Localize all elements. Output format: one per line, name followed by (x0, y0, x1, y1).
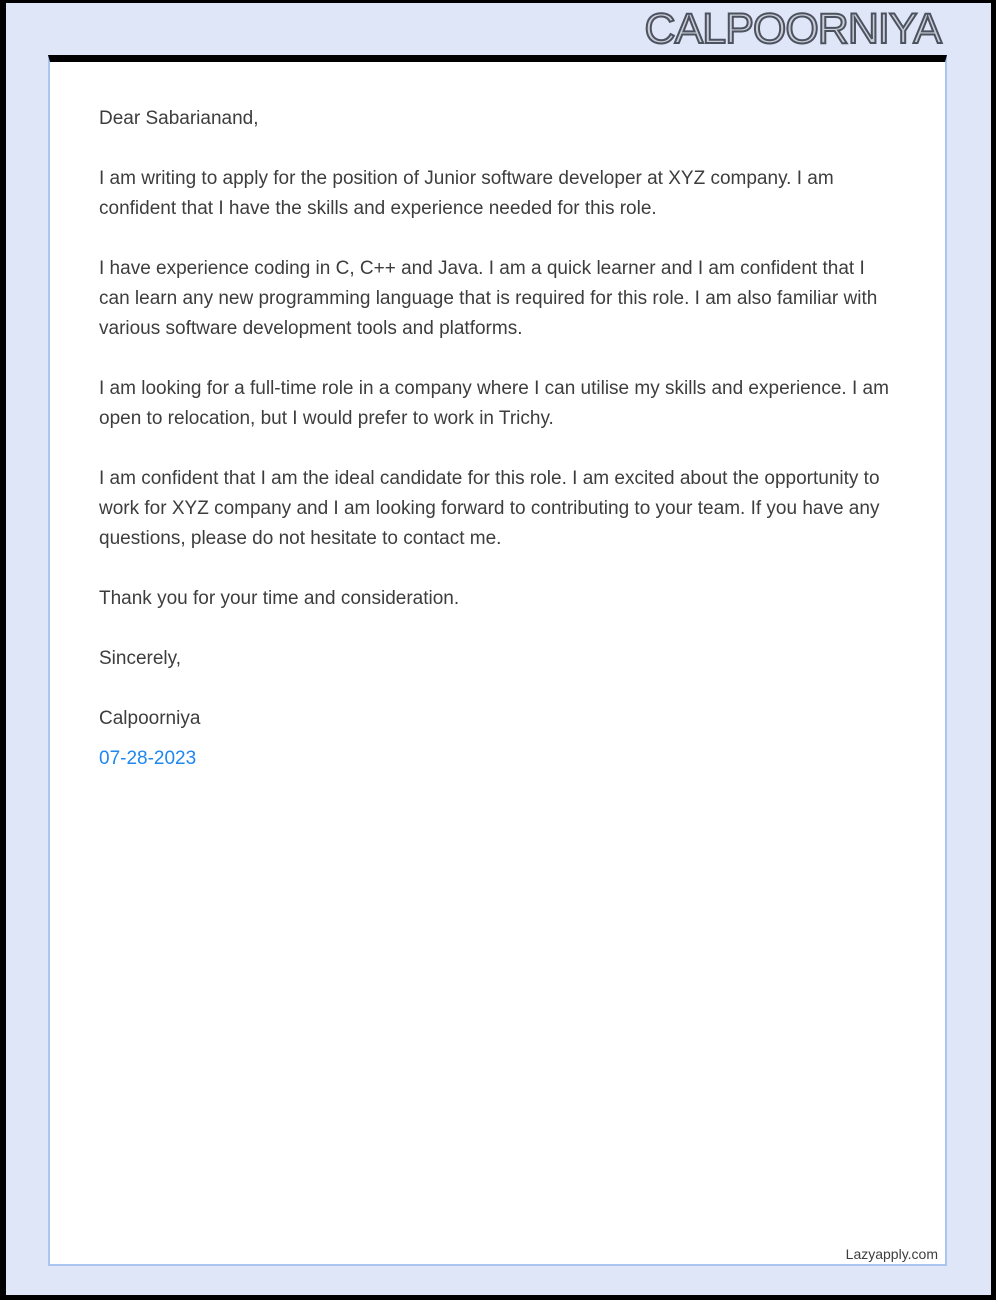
letter-paragraph: Thank you for your time and consideration. (99, 588, 460, 609)
letter-date-link[interactable]: 07-28-2023 (99, 748, 197, 769)
letter-date-row (99, 744, 899, 774)
letter-body (50, 62, 945, 774)
letter-paragraph: I am writing to apply for the position of Junior software developer at XYZ company. I am confident that I have the skills and experience needed for this role. (99, 168, 834, 219)
letter-closing: Sincerely, (99, 648, 182, 669)
letter-paragraph: I have experience coding in C, C++ and Java. I am a quick learner and I am confident that I can learn any new programming language that is required for this role. I am also familiar with various software development tools and platforms. (99, 258, 878, 339)
letter-paragraph: I am looking for a full-time role in a company where I can utilise my skills and experience. I am open to relocation, but I would prefer to work in Trichy. (99, 378, 889, 429)
letter-paragraph: I am confident that I am the ideal candidate for this role. I am excited about the opportunity to work for XYZ company and I am looking forward to contributing to your team. If you have any questions, please do not hesitate to contact me. (99, 468, 880, 549)
letter-greeting: Dear Sabarianand, (99, 108, 259, 129)
lazyapply-watermark: Lazyapply.com (845, 1246, 938, 1262)
letter-signature: Calpoorniya (99, 708, 201, 729)
page-background (6, 3, 991, 1295)
brand-logo: CALPOORNIYA (644, 5, 941, 53)
letter-document (48, 55, 947, 1266)
